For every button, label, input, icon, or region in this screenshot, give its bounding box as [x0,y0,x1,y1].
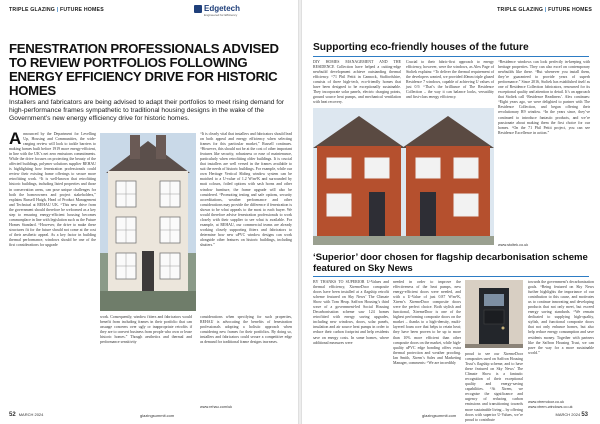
newbuild-houses-photo [313,108,494,245]
article-2-column-3: proud to see our XtremeDoor composites used on Saffron Housing Trust’s flagship scheme, and to have these featured on Sky News’ The Climate Show is a fantastic recognition of their exceptional quality and energy-saving capabilities. “At Xtrem, we recognise the significance and urgency of reducing carbon emissions and transitioning towards more sustainable living – by offering doors with superior U-Values, we’re proud to contribute [465,352,523,422]
section-subtitle: FUTURE HOMES [59,7,104,13]
section-subtitle: FUTURE HOMES [548,7,592,13]
advertiser-logo [190,4,258,18]
article-column-3: considerations when specifying for such properties, REHAU is advocating the benefits of fenestration professionals adopting a holistic approach when considering new frames for their portfolios. By doing so, installers and fabricators could secure a competitive edge as demand for traditional frame designs increases. [200,315,292,345]
house-illustration [100,133,196,311]
article-2-column-1: BY THANKS TO SUPERIOR U-Values and thermal efficiency, XtremeDoor composite doors have been installed at a flagship retrofit scheme featured on Sky News’ The Climate Show with Tom Heap. Saffron Housing’s third wave of a government-led Social Housing Decarbonisation scheme saw 124 homes retrofitted with energy saving upgrades, including new windows, doors, solar panels, insulation and air source heat pumps in order to reduce their carbon footprint and help residents save on energy costs. In some homes, where additional measures were [313,280,389,345]
section-tag [9,7,104,13]
right-page [302,0,600,424]
issue-date: MARCH 2024 [555,412,581,417]
newbuild-illustration [313,108,494,245]
article-column-2: work. Consequently, window fitters and fabricators would benefit from including frames in their portfolio that can assuage concerns over ugly or inappropriate retrofits if they are to convert business from people who own or lease historic homes.” Though aesthetics and thermal and performance sensitivity [100,315,192,345]
advertiser-brand: Edgetech [204,4,241,13]
section-separator: | [543,7,549,13]
page-folio-right [556,412,592,418]
page-number: 53 [581,412,588,418]
section-tag [497,7,592,13]
article-2-heading: ‘Superior’ door chosen for flagship decarbonisation scheme featured on Sky News [313,252,588,274]
article-2-column-2: needed in order to improve the effectiveness of the heat pumps, new energy-efficient doors were needed, and with a U-Value of just 0.87 W/m²K, Xtrem’s XtremeDoor composite doors were the perfect choice. Both stylish and functional, XtremeDoor is one of the highest performing composite doors on the market – thanks to a high-density, multi-layered foam core that helps to retain heat; they have been proven to be up to more than 10% more efficient than other composite doors on the market, while high-quality uPVC edge bonding offers extra thermal protection and weather proofing. Ian Smith, Xtrem’s Sales and Marketing Manager, comments: “We are incredibly [393,280,461,365]
article-column-1 [9,129,96,406]
section-separator: | [55,7,60,13]
left-page [0,0,298,424]
article-2-url-2[interactable]: www.xtrem-windows.co.uk [528,405,573,409]
article-headline: FENESTRATION PROFESSIONALS ADVISED TO REVIEW PORTFOLIOS FOLLOWING ENERGY EFFICIENCY DRIVE FOR HISTORIC HOMES [9,41,279,98]
article-1-url[interactable]: www.stoltek.co.uk [498,243,529,247]
advertiser-tagline: Engineered for Efficiency [204,13,238,17]
article-1-column-3: “Residence windows can look perfectly in-keeping with heritage properties. They can also excel on contemporary newbuilds like these. “But whenever you install them, they’re guaranteed to provide years of superb performance.” Since 2016, Stoltek has established itself as one of Residence Collection fabricators, renowned for its exceptional quality and attention to detail. It’s an approach that Stoltek call ‘Residence Readiness’. Alex continues: “Eight years ago, we were delighted to partner with The Residence Collection, and began offering their revolutionary R9 window. “In the years since, they’ve continued to introduce fantastic products, and we’re passionate about making them the first choice for our homes. “On the 71 Phil Pettit project, you can see Residence Excellence in action.” [498,60,590,135]
heading-rule [313,276,589,277]
article-column-4: “It is clearly vital that installers and fabricators should lead on both appeal and energy efficiency when selecting frames for this particular market,” Russell continues. “However, this should not be at the cost of other important features like security, robustness or ease of maintenance, particularly when retrofitting older buildings. It is crucial that installers are well versed in the frames available to suit the needs of historic buildings. For example, while our own Heritage Vertical Sliding window system can be matched to a U-value of 1.2 W/m²K and surrounded by matt colours, foiled options with sash horns and other window furniture, the frame upgrade will also be considered. “Promoting testing and safe options, security accreditations, weather performance and other considerations may provide the difference if fenestration is shown to be what appeals to the most to each buyer. We would therefore advise fenestration professionals to work closely with their supplier to see what is available. For example, at REHAU, our commercial teams are already working closely supporting fitters and fabricators to determine how new uPVC window designs can work alongside other features on historic buildings, including shutters.” [200,132,292,248]
article-url[interactable]: www.rehau.com/uk [200,405,233,409]
folio-site: glazingsummit.com [140,413,175,418]
article-1-heading: Supporting eco-friendly houses of the future [313,42,529,53]
edgetech-logo-icon [194,5,202,13]
article-2-column-4: towards the government’s decarbonisation goals. “Being featured on Sky News further highlights the importance of our contribution to this cause, and motivates us to continue innovating and developing products that not only meet, but exceed energy saving standards. “We remain dedicated to supplying high-quality, stylish, and functional composite doors that not only enhance homes, but also help reduce energy consumption and save residents money. Together with partners like the Saffron Housing Trust, we can pave the way for a more sustainable world.” [528,280,594,355]
page-folio-left [9,412,43,418]
article-1-column-2: Crucial to their fabric-first approach to energy efficiency, however, were the windows, as Alex Page of Stoltek explains: “To deliver the thermal requirement of the developers wanted, we provided 40mm triple glazed Residence 7 windows, capable of achieving U values of just 0.9. “That’s the brilliance of The Residence Collection – the way it can balance looks, versatility and first-class energy efficiency. [406,60,494,100]
article-2-url-1[interactable]: www.xtremdoor.co.uk [528,400,565,404]
heading-rule [313,56,589,57]
drop-cap: A [9,129,22,148]
folio-site: glazingsummit.com [422,413,457,418]
composite-door-photo [465,280,523,348]
page-number: 52 [9,412,16,418]
door-illustration [465,280,523,348]
issue-date: MARCH 2024 [18,412,44,417]
article-1-column-1: DIY HOMES MANAGEMENT AND THE RESIDENCE Collection have helped a cutting-edge newbuild development achieve outstanding thermal efficiency. “71 Phil Pettit in Cannock, Staffordshire, consists of three high-tech, eco-friendly homes that have been designed to be exceptionally sustainable. They incorporate solar panels, electric charging points, ground source heat pumps, and mechanical ventilation with heat recovery. [313,60,401,105]
section-title: TRIPLE GLAZING [9,7,56,13]
article-standfirst: Installers and fabricators are being advised to adapt their portfolios to meet rising demand for high-performance frames sympathetic to traditional housing designs in the wake of the Government’s new energy efficiency drive for historic homes. [9,99,285,122]
section-title: TRIPLE GLAZING [497,7,544,13]
historic-house-photo [100,133,196,311]
column-1-text: nnounced by the Department for Levelling Up, Housing and Communities, the wide-ranging review will look to tackle barriers to making homes built before 1919 more energy-efficient, in line with the UK’s net zero emissions commitments. While the drive focuses on protecting the beauty of the affected buildings, polymer solutions supplier REHAU is highlighting how fenestration professionals could review their existing frame offerings to secure more retrofitting work. “It is well-known that retrofitting historic buildings, including listed properties and those in conservation areas, can pose unique challenges for both the homeowners and project stakeholders,” explains Russell Haigh, Head of Product Management and Technical at REHAU UK. “This new drive from the government should therefore be welcomed as a key step to ensuring energy-efficient housing becomes commonplace in line with legislation such as the Future Homes Standard. “However, the drive to make these structures fit for the future should not come at the cost of their aesthetic appeal. As a key factor in building thermal performance, windows should be one of the first considerations for upgrade [9,132,96,248]
